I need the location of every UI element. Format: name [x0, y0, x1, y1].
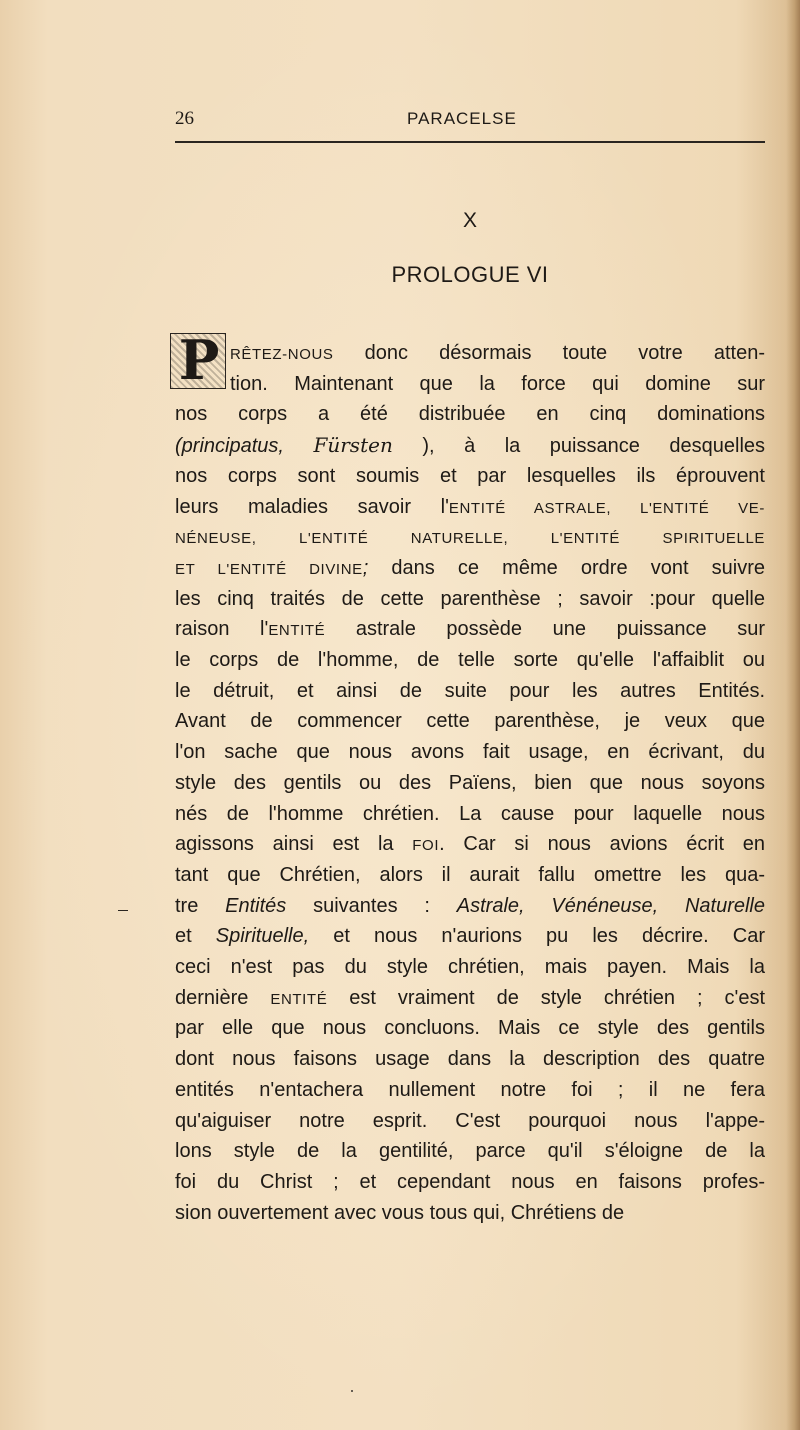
- text-line: [175, 1047, 765, 1071]
- text-line: [175, 1016, 765, 1040]
- fraktur-text: Fürsten: [313, 433, 393, 457]
- text-run: nés de l'homme chrétien. La cause pour laquelle nous: [175, 803, 765, 825]
- text-line: [175, 832, 765, 858]
- text-line: [175, 740, 765, 764]
- text-line: [175, 863, 765, 887]
- dropcap-letter: P: [178, 328, 220, 392]
- small-caps-text: ENTITÉ ASTRALE, L'ENTITÉ VE-: [448, 500, 765, 517]
- text-run: ceci n'est pas du style chrétien, mais payen. Mais la: [175, 956, 765, 978]
- header-rule: [175, 141, 765, 143]
- text-line: [175, 525, 765, 551]
- text-run: agissons ainsi est la: [175, 833, 413, 855]
- text-line: [175, 648, 765, 672]
- text-run: tant que Chrétien, alors il aurait fallu omettre les qua-: [175, 864, 765, 886]
- text-line: [175, 617, 765, 643]
- text-line: [175, 464, 765, 488]
- margin-mark: [118, 910, 128, 911]
- running-title: PARACELSE: [407, 109, 517, 128]
- text-line: [175, 709, 765, 733]
- italic-text: Entités: [225, 895, 287, 917]
- text-line: [175, 955, 765, 979]
- page-number: 26: [175, 108, 194, 129]
- small-caps-text: ET L'ENTITÉ DIVINE: [175, 561, 363, 578]
- italic-text: ;: [362, 557, 369, 579]
- small-caps-text: RÊTEZ-NOUS: [230, 346, 334, 363]
- chapter-title: PROLOGUE VI: [391, 262, 549, 287]
- text-run: est vraiment de style chrétien ; c'est: [327, 987, 766, 1009]
- text-run: donc désormais toute votre atten-: [333, 342, 765, 364]
- text-line: [175, 1139, 765, 1163]
- text-run: qu'aiguiser notre esprit. C'est pourquoi nous l'appe-: [175, 1110, 765, 1132]
- text-run: leurs maladies savoir l': [175, 496, 449, 518]
- text-line: [230, 372, 765, 396]
- text-run: dans ce même ordre vont suivre: [368, 557, 765, 579]
- text-run: nos corps a été distribuée en cinq dominations: [175, 403, 765, 425]
- text-run: le corps de l'homme, de telle sorte qu'elle l'affaiblit ou: [175, 649, 765, 671]
- text-run: entités n'entachera nullement notre foi ; il ne fera: [175, 1079, 765, 1101]
- text-run: astrale possède une puissance sur: [325, 618, 765, 640]
- text-run: dernière: [175, 987, 271, 1009]
- small-caps-text: ENTITÉ: [268, 622, 326, 639]
- text-line: [175, 556, 765, 582]
- text-run: suivantes :: [286, 895, 457, 917]
- text-run: style des gentils ou des Païens, bien que nous soyons: [175, 772, 765, 794]
- text-run: raison l': [175, 618, 269, 640]
- small-caps-text: NÉNEUSE, L'ENTITÉ NATURELLE, L'ENTITÉ SPIRITUELLE: [175, 530, 765, 547]
- speck-mark: [351, 1390, 353, 1392]
- text-line: [175, 924, 765, 948]
- text-line: [175, 433, 765, 458]
- small-caps-text: FOI: [412, 837, 440, 854]
- text-run: tre: [175, 895, 226, 917]
- text-run: lons style de la gentilité, parce qu'il s'éloigne de la: [175, 1140, 765, 1162]
- text-run: et: [175, 925, 216, 947]
- page-header: [175, 108, 765, 138]
- text-line: [175, 1201, 765, 1225]
- text-run: Avant de commencer cette parenthèse, je veux que: [175, 710, 765, 732]
- text-run: foi du Christ ; et cependant nous en faisons profes-: [175, 1171, 765, 1193]
- text-run: . Car si nous avions écrit en: [439, 833, 766, 855]
- text-run: et nous n'aurions pu les décrire. Car: [309, 925, 765, 947]
- italic-text: Astrale, Vénéneuse, Naturelle: [456, 895, 765, 917]
- text-line: [175, 1170, 765, 1194]
- text-line: [175, 802, 765, 826]
- text-run: par elle que nous concluons. Mais ce style des gentils: [175, 1017, 765, 1039]
- italic-text: (: [175, 435, 182, 457]
- text-line: [175, 771, 765, 795]
- text-run: ), à la puissance desquelles: [392, 435, 766, 457]
- text-line: [175, 402, 765, 426]
- text-run: nos corps sont soumis et par lesquelles ils éprouvent: [175, 465, 765, 487]
- text-line: [175, 1078, 765, 1102]
- text-run: sion ouvertement avec vous tous qui, Chrétiens de: [175, 1202, 625, 1224]
- text-line: [175, 587, 765, 611]
- text-line: [230, 341, 765, 367]
- chapter-number: X: [462, 209, 477, 232]
- text-run: [284, 435, 314, 457]
- italic-text: Spirituelle,: [215, 925, 310, 947]
- text-run: le détruit, et ainsi de suite pour les autres Entités.: [175, 680, 765, 702]
- text-line: [175, 495, 765, 521]
- text-run: tion. Maintenant que la force qui domine sur: [230, 373, 765, 395]
- text-run: les cinq traités de cette parenthèse ; savoir :pour quelle: [175, 588, 765, 610]
- text-line: [175, 1109, 765, 1133]
- text-run: dont nous faisons usage dans la description des quatre: [175, 1048, 765, 1070]
- dropcap-ornament: [170, 328, 226, 392]
- text-line: [175, 894, 765, 918]
- text-run: l'on sache que nous avons fait usage, en écrivant, du: [175, 741, 765, 763]
- italic-text: principatus,: [181, 435, 284, 457]
- text-line: [175, 679, 765, 703]
- text-line: [175, 986, 765, 1012]
- small-caps-text: ENTITÉ: [270, 991, 328, 1008]
